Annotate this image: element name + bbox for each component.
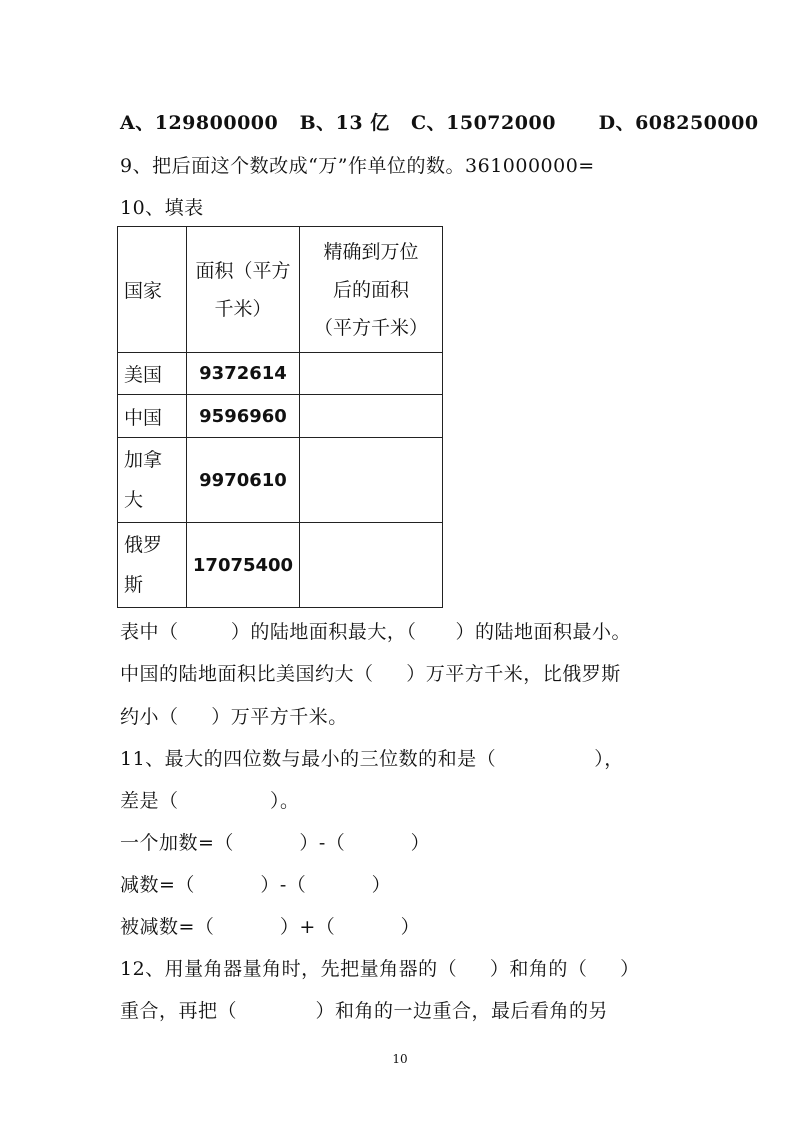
header-area-line: 面积（平方 [195, 259, 291, 282]
area-cell: 9372614 [187, 353, 300, 395]
area-cell: 9596960 [187, 395, 300, 438]
area-cell: 17075400 [187, 523, 300, 608]
country-line: 俄罗 [124, 534, 163, 556]
question-12-line-2: 重合，再把（ ）和角的一边重合，最后看角的另 [120, 1000, 608, 1022]
question-10-line-3: 约小（ ）万平方千米。 [120, 706, 348, 728]
question-10-line-2: 中国的陆地面积比美国约大（ ）万平方千米，比俄罗斯 [120, 663, 621, 685]
country-cell [118, 438, 187, 523]
question-11-line-2: 差是（ ）。 [120, 790, 300, 812]
question-9: 9、把后面这个数改成“万”作单位的数。361000000= [120, 155, 595, 177]
rounded-area-input[interactable] [300, 353, 443, 395]
header-area-line: 千米） [214, 297, 272, 320]
question-11-line-5: 被减数=（ ）+（ ） [120, 916, 421, 938]
country-area-table [117, 226, 443, 608]
rounded-area-input[interactable] [300, 523, 443, 608]
header-area [187, 227, 300, 353]
area-cell: 9970610 [187, 438, 300, 523]
table-row [118, 523, 443, 608]
table-row [118, 438, 443, 523]
header-rounded-line: （平方千米） [313, 316, 428, 339]
question-11-line-3: 一个加数=（ ）-（ ） [120, 832, 431, 854]
question-10-line-1: 表中（ ）的陆地面积最大，（ ）的陆地面积最小。 [120, 621, 632, 643]
country-line: 加拿 [124, 449, 163, 471]
header-rounded-area [300, 227, 443, 353]
header-rounded-line: 精确到万位 [323, 240, 419, 263]
question-10-title: 10、填表 [120, 197, 204, 219]
country-line: 斯 [124, 574, 144, 596]
rounded-area-input[interactable] [300, 438, 443, 523]
page-number: 10 [392, 1052, 408, 1066]
country-line: 大 [124, 489, 144, 511]
header-rounded-line: 后的面积 [332, 278, 409, 301]
question-12-line-1: 12、用量角器量角时，先把量角器的（ ）和角的（ ） [120, 958, 640, 980]
answer-options-line: A、129800000 B、13 亿 C、15072000 D、608250000 [120, 112, 759, 134]
table-row [118, 395, 443, 438]
country-cell: 美国 [118, 353, 187, 395]
country-cell: 中国 [118, 395, 187, 438]
header-country: 国家 [118, 227, 187, 353]
question-11-line-1: 11、最大的四位数与最小的三位数的和是（ ）， [120, 748, 624, 770]
table-row [118, 353, 443, 395]
rounded-area-input[interactable] [300, 395, 443, 438]
table-header-row [118, 227, 443, 353]
question-11-line-4: 减数=（ ）-（ ） [120, 874, 392, 896]
country-cell [118, 523, 187, 608]
